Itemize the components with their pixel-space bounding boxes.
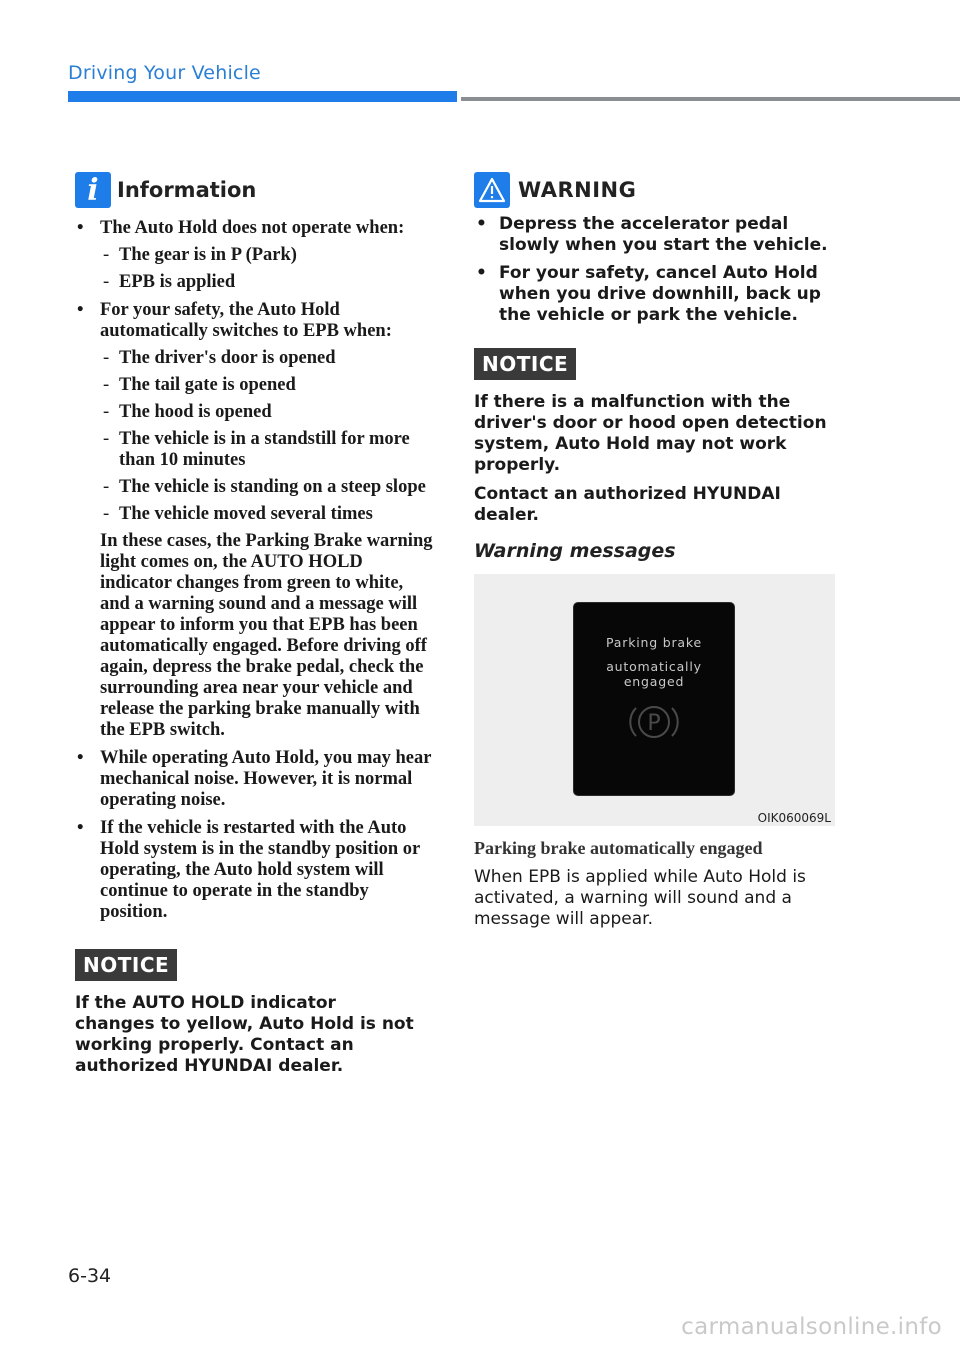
- list-item-paragraph: In these cases, the Parking Brake warning light comes on, the AUTO HOLD indicator changes from green to white, and a warning sound and a message will appear to inform you that EPB has been automatically engaged. Before driving off again, depress the brake pedal, check the surrounding area near your vehicle and release the parking brake manually with the EPB switch.: [100, 531, 433, 740]
- warning-header: [474, 170, 839, 210]
- notice-badge: NOTICE: [75, 949, 177, 981]
- list-item-text: For your safety, the Auto Hold automatically switches to EPB when:: [100, 300, 392, 341]
- information-list: [75, 218, 437, 923]
- watermark: carmanualsonline.info: [681, 1314, 942, 1340]
- sub-item: - EPB is applied: [100, 272, 437, 293]
- sub-item: - The vehicle is standing on a steep slope: [100, 477, 437, 498]
- parking-brake-symbol: P: [647, 711, 661, 736]
- list-item: • If the vehicle is restarted with the Auto Hold system is in the standby position or operating, the Auto hold system will continue to operate in the standby position.: [75, 818, 437, 923]
- list-item: • Depress the accelerator pedal slowly when you start the vehicle.: [474, 214, 839, 256]
- parking-brake-icon: [626, 700, 682, 744]
- page-number: 6-34: [68, 1265, 112, 1287]
- information-header: [75, 170, 437, 210]
- warning-icon: [474, 172, 510, 208]
- information-title: Information: [117, 178, 257, 202]
- notice-text: If there is a malfunction with the driver's door or hood open detection system, Auto Hold may not work properly.: [474, 392, 827, 475]
- list-item: [75, 218, 437, 293]
- header-rule-blue: [68, 91, 457, 102]
- info-icon: i: [75, 172, 111, 208]
- list-item-text: The Auto Hold does not operate when:: [100, 218, 405, 238]
- notice-block: [474, 348, 839, 526]
- warning-list: [474, 214, 839, 326]
- warning-title: WARNING: [518, 178, 637, 202]
- right-column: [474, 170, 839, 930]
- body-paragraph: When EPB is applied while Auto Hold is activated, a warning will sound and a message will appear.: [474, 867, 806, 929]
- cluster-screen: [574, 603, 734, 795]
- sub-item: - The tail gate is opened: [100, 375, 437, 396]
- header-rule-grey: [461, 97, 960, 101]
- notice-text: Contact an authorized HYUNDAI dealer.: [474, 484, 781, 525]
- sub-item: - The vehicle is in a standstill for more than 10 minutes: [100, 429, 437, 471]
- notice-text: If the AUTO HOLD indicator changes to yellow, Auto Hold is not working properly. Contact an authorized HYUNDAI dealer.: [75, 993, 414, 1076]
- screen-message-line: automatically engaged: [606, 659, 702, 689]
- sub-item: - The hood is opened: [100, 402, 437, 423]
- cluster-figure: [474, 574, 835, 826]
- notice-block: [75, 949, 437, 1077]
- left-column: [75, 170, 437, 1077]
- figure-caption: Parking brake automatically engaged: [474, 838, 763, 858]
- sub-item: - The driver's door is opened: [100, 348, 437, 369]
- sub-item: - The gear is in P (Park): [100, 245, 437, 266]
- section-title: Driving Your Vehicle: [68, 62, 261, 84]
- figure-code: OIK060069L: [757, 811, 831, 825]
- list-item: [75, 300, 437, 741]
- sub-item: - The vehicle moved several times: [100, 504, 437, 525]
- notice-badge: NOTICE: [474, 348, 576, 380]
- list-item: • For your safety, cancel Auto Hold when you drive downhill, back up the vehicle or park the vehicle.: [474, 263, 839, 326]
- list-item: • While operating Auto Hold, you may hear mechanical noise. However, it is normal operating noise.: [75, 748, 437, 811]
- warning-messages-heading: Warning messages: [474, 540, 676, 562]
- screen-message-line: Parking brake: [606, 635, 702, 650]
